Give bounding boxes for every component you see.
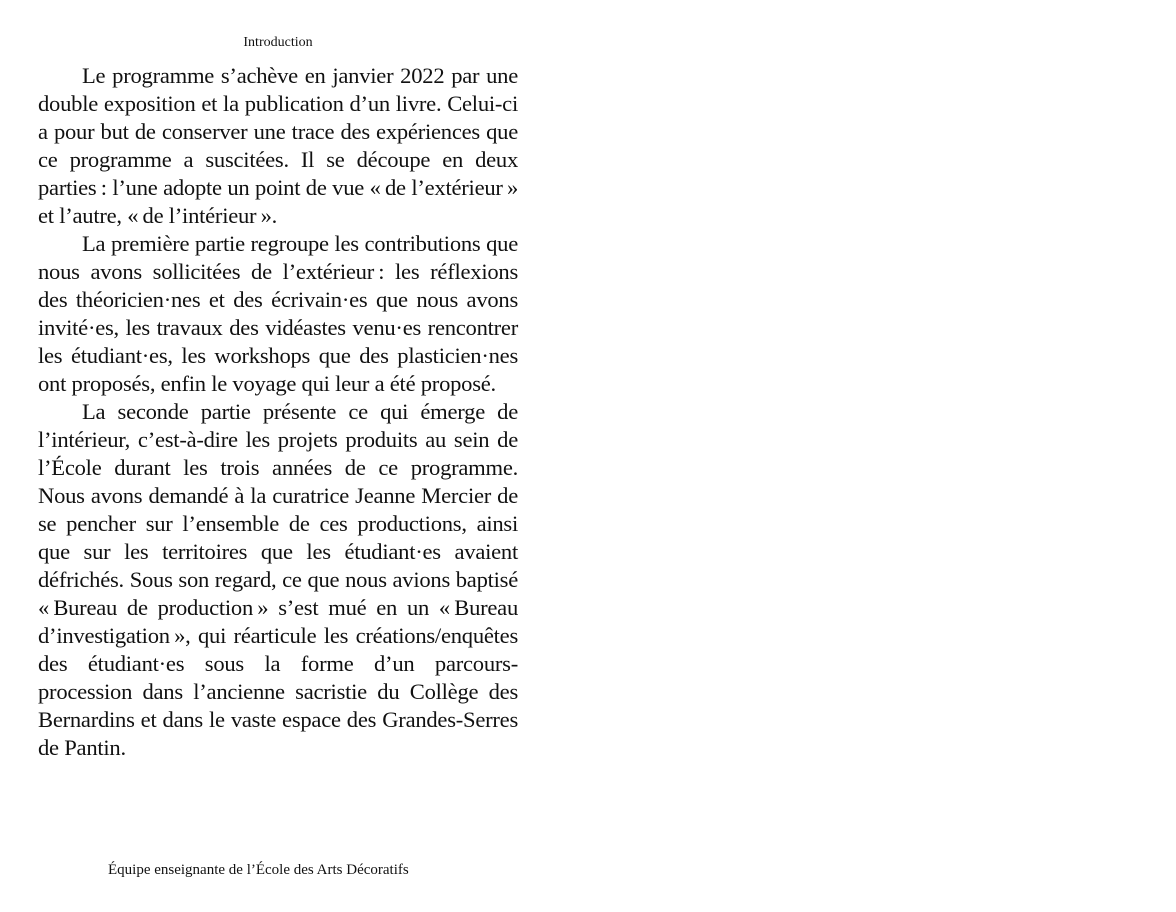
- signature: Équipe enseignante de l’École des Arts Décoratifs: [108, 862, 409, 878]
- paragraph-1: Le programme s’achève en janvier 2022 par une double exposition et la publication d’un livre. Celui-ci a pour but de conserver une trace des expériences que ce programme a suscitées. Il se découpe en deux parties : l’une adopte un point de vue « de l’extérieur » et l’autre, « de l’intérieur ».: [38, 63, 518, 228]
- paragraph-2: La première partie regroupe les contributions que nous avons sollicitées de l’extérieur : les réflexions des théoricien·nes et des écrivain·es que nous avons invité·es, les travaux des vidéastes venu·es rencontrer les étudiant·es, les workshops que des plasticien·nes ont proposés, enfin le voyage qui leur a été proposé.: [38, 231, 518, 396]
- paragraph-3: La seconde partie présente ce qui émerge de l’intérieur, c’est-à-dire les projets produits au sein de l’École durant les trois années de ce programme. Nous avons demandé à la curatrice Jeanne Mercier de se pencher sur l’ensemble de ces productions, ainsi que sur les territoires que les étudiant·es avaient défrichés. Sous son regard, ce que nous avions baptisé « Bureau de production » s’est mué en un « Bureau d’investigation », qui réarticule les créations/enquêtes des étudiant·es sous la forme d’un parcours-procession dans l’ancienne sacristie du Collège des Bernardins et dans le vaste espace des Grandes-Serres de Pantin.: [38, 399, 518, 760]
- body-text: [38, 62, 518, 762]
- running-head: Introduction: [243, 35, 313, 50]
